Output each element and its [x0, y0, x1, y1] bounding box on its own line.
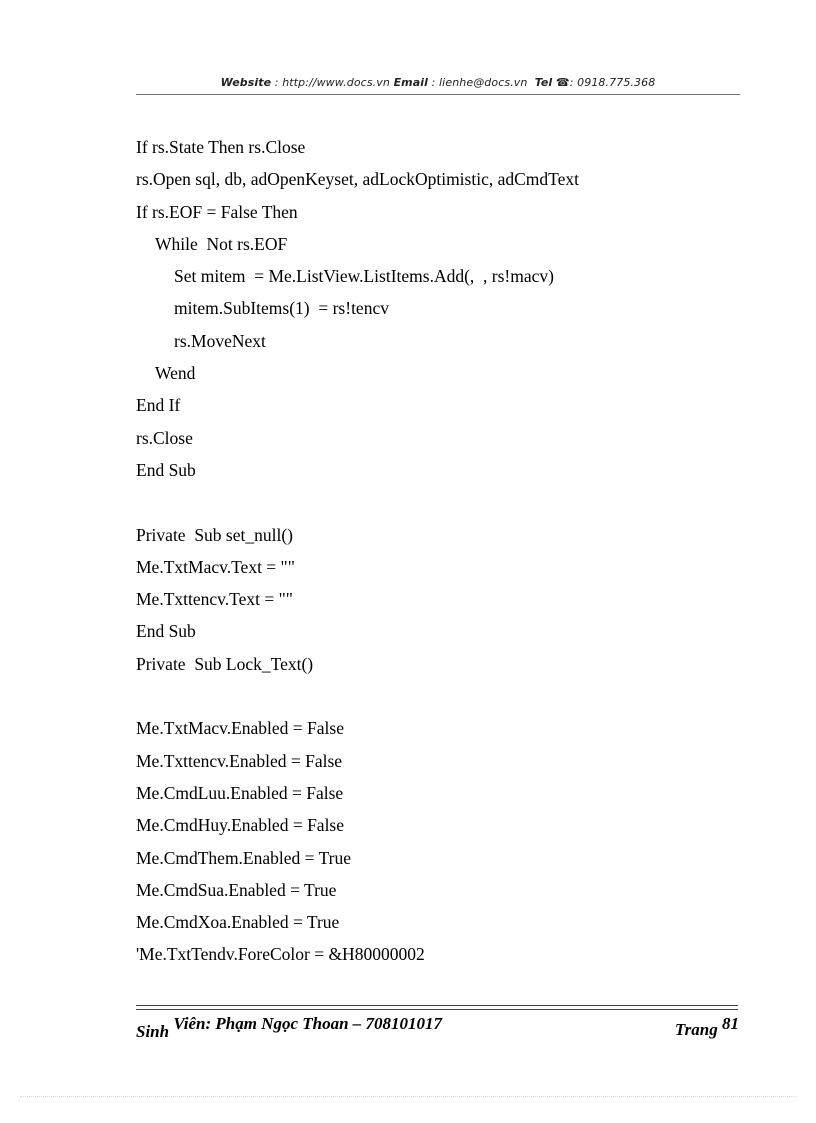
code-line: Me.Txttencv.Text = "" — [136, 589, 293, 610]
footer-author-first-word: Sinh — [136, 1022, 170, 1041]
footer-author-rest: Viên: Phạm Ngọc Thoan – 708101017 — [169, 1014, 443, 1033]
footer-page-value: 81 — [717, 1014, 739, 1033]
code-line: rs.Close — [136, 427, 193, 448]
code-line: While Not rs.EOF — [155, 233, 288, 254]
page-header — [136, 76, 740, 89]
website-url[interactable]: http://www.docs.vn — [282, 76, 390, 89]
tel-number: : 0918.775.368 — [569, 76, 656, 89]
page-bottom-edge — [20, 1096, 796, 1097]
email-separator: : — [428, 76, 440, 89]
code-line: End Sub — [136, 459, 196, 480]
email-address[interactable]: lienhe@docs.vn — [439, 76, 528, 89]
code-line: Private Sub Lock_Text() — [136, 653, 314, 674]
code-line: Me.CmdLuu.Enabled = False — [136, 782, 344, 803]
code-line: rs.Open sql, db, adOpenKeyset, adLockOptimistic, adCmdText — [136, 169, 579, 190]
code-line: End Sub — [136, 621, 196, 642]
code-line: Me.TxtMacv.Text = "" — [136, 556, 295, 577]
code-line: If rs.State Then rs.Close — [136, 137, 306, 157]
code-line: Me.TxtMacv.Enabled = False — [136, 718, 344, 739]
code-line: Me.CmdThem.Enabled = True — [136, 847, 351, 868]
code-line: End If — [136, 395, 181, 416]
code-line: rs.MoveNext — [174, 330, 266, 351]
code-line: If rs.EOF = False Then — [136, 201, 298, 222]
code-blank-line — [136, 680, 736, 712]
code-line: Me.CmdHuy.Enabled = False — [136, 815, 345, 836]
header-divider — [136, 94, 740, 95]
code-listing — [136, 131, 736, 971]
footer-divider-top — [136, 1005, 738, 1006]
footer-author — [136, 1014, 443, 1041]
code-line: Set mitem = Me.ListView.ListItems.Add(, , rs!macv) — [174, 266, 554, 287]
code-line: 'Me.TxtTendv.ForeColor = &H80000002 — [136, 944, 425, 965]
footer-divider-bottom — [136, 1009, 738, 1010]
code-line: Private Sub set_null() — [136, 524, 293, 545]
email-label: Email — [393, 76, 429, 89]
code-blank-line — [136, 486, 736, 518]
footer-page-label: Trang — [674, 1020, 718, 1039]
phone-icon: ☎ — [555, 76, 570, 89]
code-line: Me.CmdXoa.Enabled = True — [136, 912, 340, 933]
website-label: Website — [220, 76, 272, 89]
code-line: Me.Txttencv.Enabled = False — [136, 750, 343, 771]
code-line: Me.CmdSua.Enabled = True — [136, 879, 337, 900]
footer-page-number — [674, 1014, 739, 1039]
tel-label: Tel — [534, 76, 553, 89]
code-line: Wend — [155, 363, 196, 384]
code-line: mitem.SubItems(1) = rs!tencv — [174, 298, 389, 319]
website-separator: : — [271, 76, 283, 89]
